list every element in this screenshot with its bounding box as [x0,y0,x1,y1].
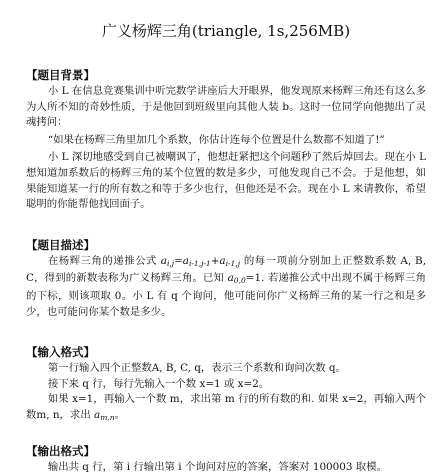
a00-subscript: 0,0 [234,276,246,285]
problem-title: 广义杨辉三角(triangle, 1s,256MB) [26,0,426,41]
formula-subscript-2: i-1,j [226,259,240,268]
a00-var: a [228,272,234,284]
background-heading: 【题目背景】 [26,67,426,83]
formula-lhs-a: a [161,255,167,267]
output-line-1: 输出共 q 行，第 i 行输出第 i 个询问对应的答案，答案对 100003 取模。 [26,460,426,475]
input-line-3-text: 如果 x=1，再输入一个数 m，求出第 m 行的所有数的和. 如果 x=2，再输入两个数m, n，求出 [26,393,426,421]
description-paragraph [26,254,426,320]
background-paragraph-1: 小 L 在信息竞赛集训中听完数学讲座后大开眼界，他发现原来杨辉三角还有这么多为人所不知的奇妙性质，于是他回到班级里向其他人装 b。这时一位同学向他抛出了灵魂拷问： [26,84,426,131]
formula-plus-a: +a [211,255,226,267]
description-text-2: 的每一项前分别加上正整数系数 A, B, C，得到的新数表称为广义杨辉三角。已知 [26,255,426,285]
formula-eq-a: =a [174,255,189,267]
description-text-3: =1. 若递推公式中出现不属于杨辉三角的下标，则该项取 0。小 L 有 q 个询问，他可能问你广义杨辉三角的某一行之和是多少，也可能问你某个数是多少。 [26,272,426,317]
background-paragraph-3: 小 L 深切地感受到自己被嘲讽了，他想赶紧把这个问题秒了然后焯回去。现在小 L 想知道加系数后的杨辉三角的某个位置的数是多少，可他发现自己不会。于是他想，如果能知道某一行的所有数之和等于多少也行，但他还是不会。现在小 L 来请教你，希望聪明的你能帮他找回面子。 [26,150,426,212]
formula-lhs-subscript: i,j [167,259,174,268]
background-paragraph-2: “如果在杨辉三角里加几个系数，你估计连每个位置是什么数都不知道了!” [26,133,426,149]
input-line-3-var: a [94,409,100,421]
input-format-heading: 【输入格式】 [26,344,426,360]
input-line-3 [26,392,426,425]
description-heading: 【题目描述】 [26,237,426,253]
input-line-2: 接下来 q 行，每行先输入一个数 x=1 或 x=2。 [26,377,426,393]
input-line-3-end: 。 [115,409,125,421]
description-text-1: 在杨辉三角的递推公式 [48,255,161,267]
formula-subscript-1: i-1,j-1 [189,259,211,268]
input-line-3-subscript: m,n [100,413,114,422]
input-line-1: 第一行输入四个正整数A, B, C, q，表示三个系数和询问次数 q。 [26,361,426,377]
output-format-heading: 【输出格式】 [26,443,426,459]
